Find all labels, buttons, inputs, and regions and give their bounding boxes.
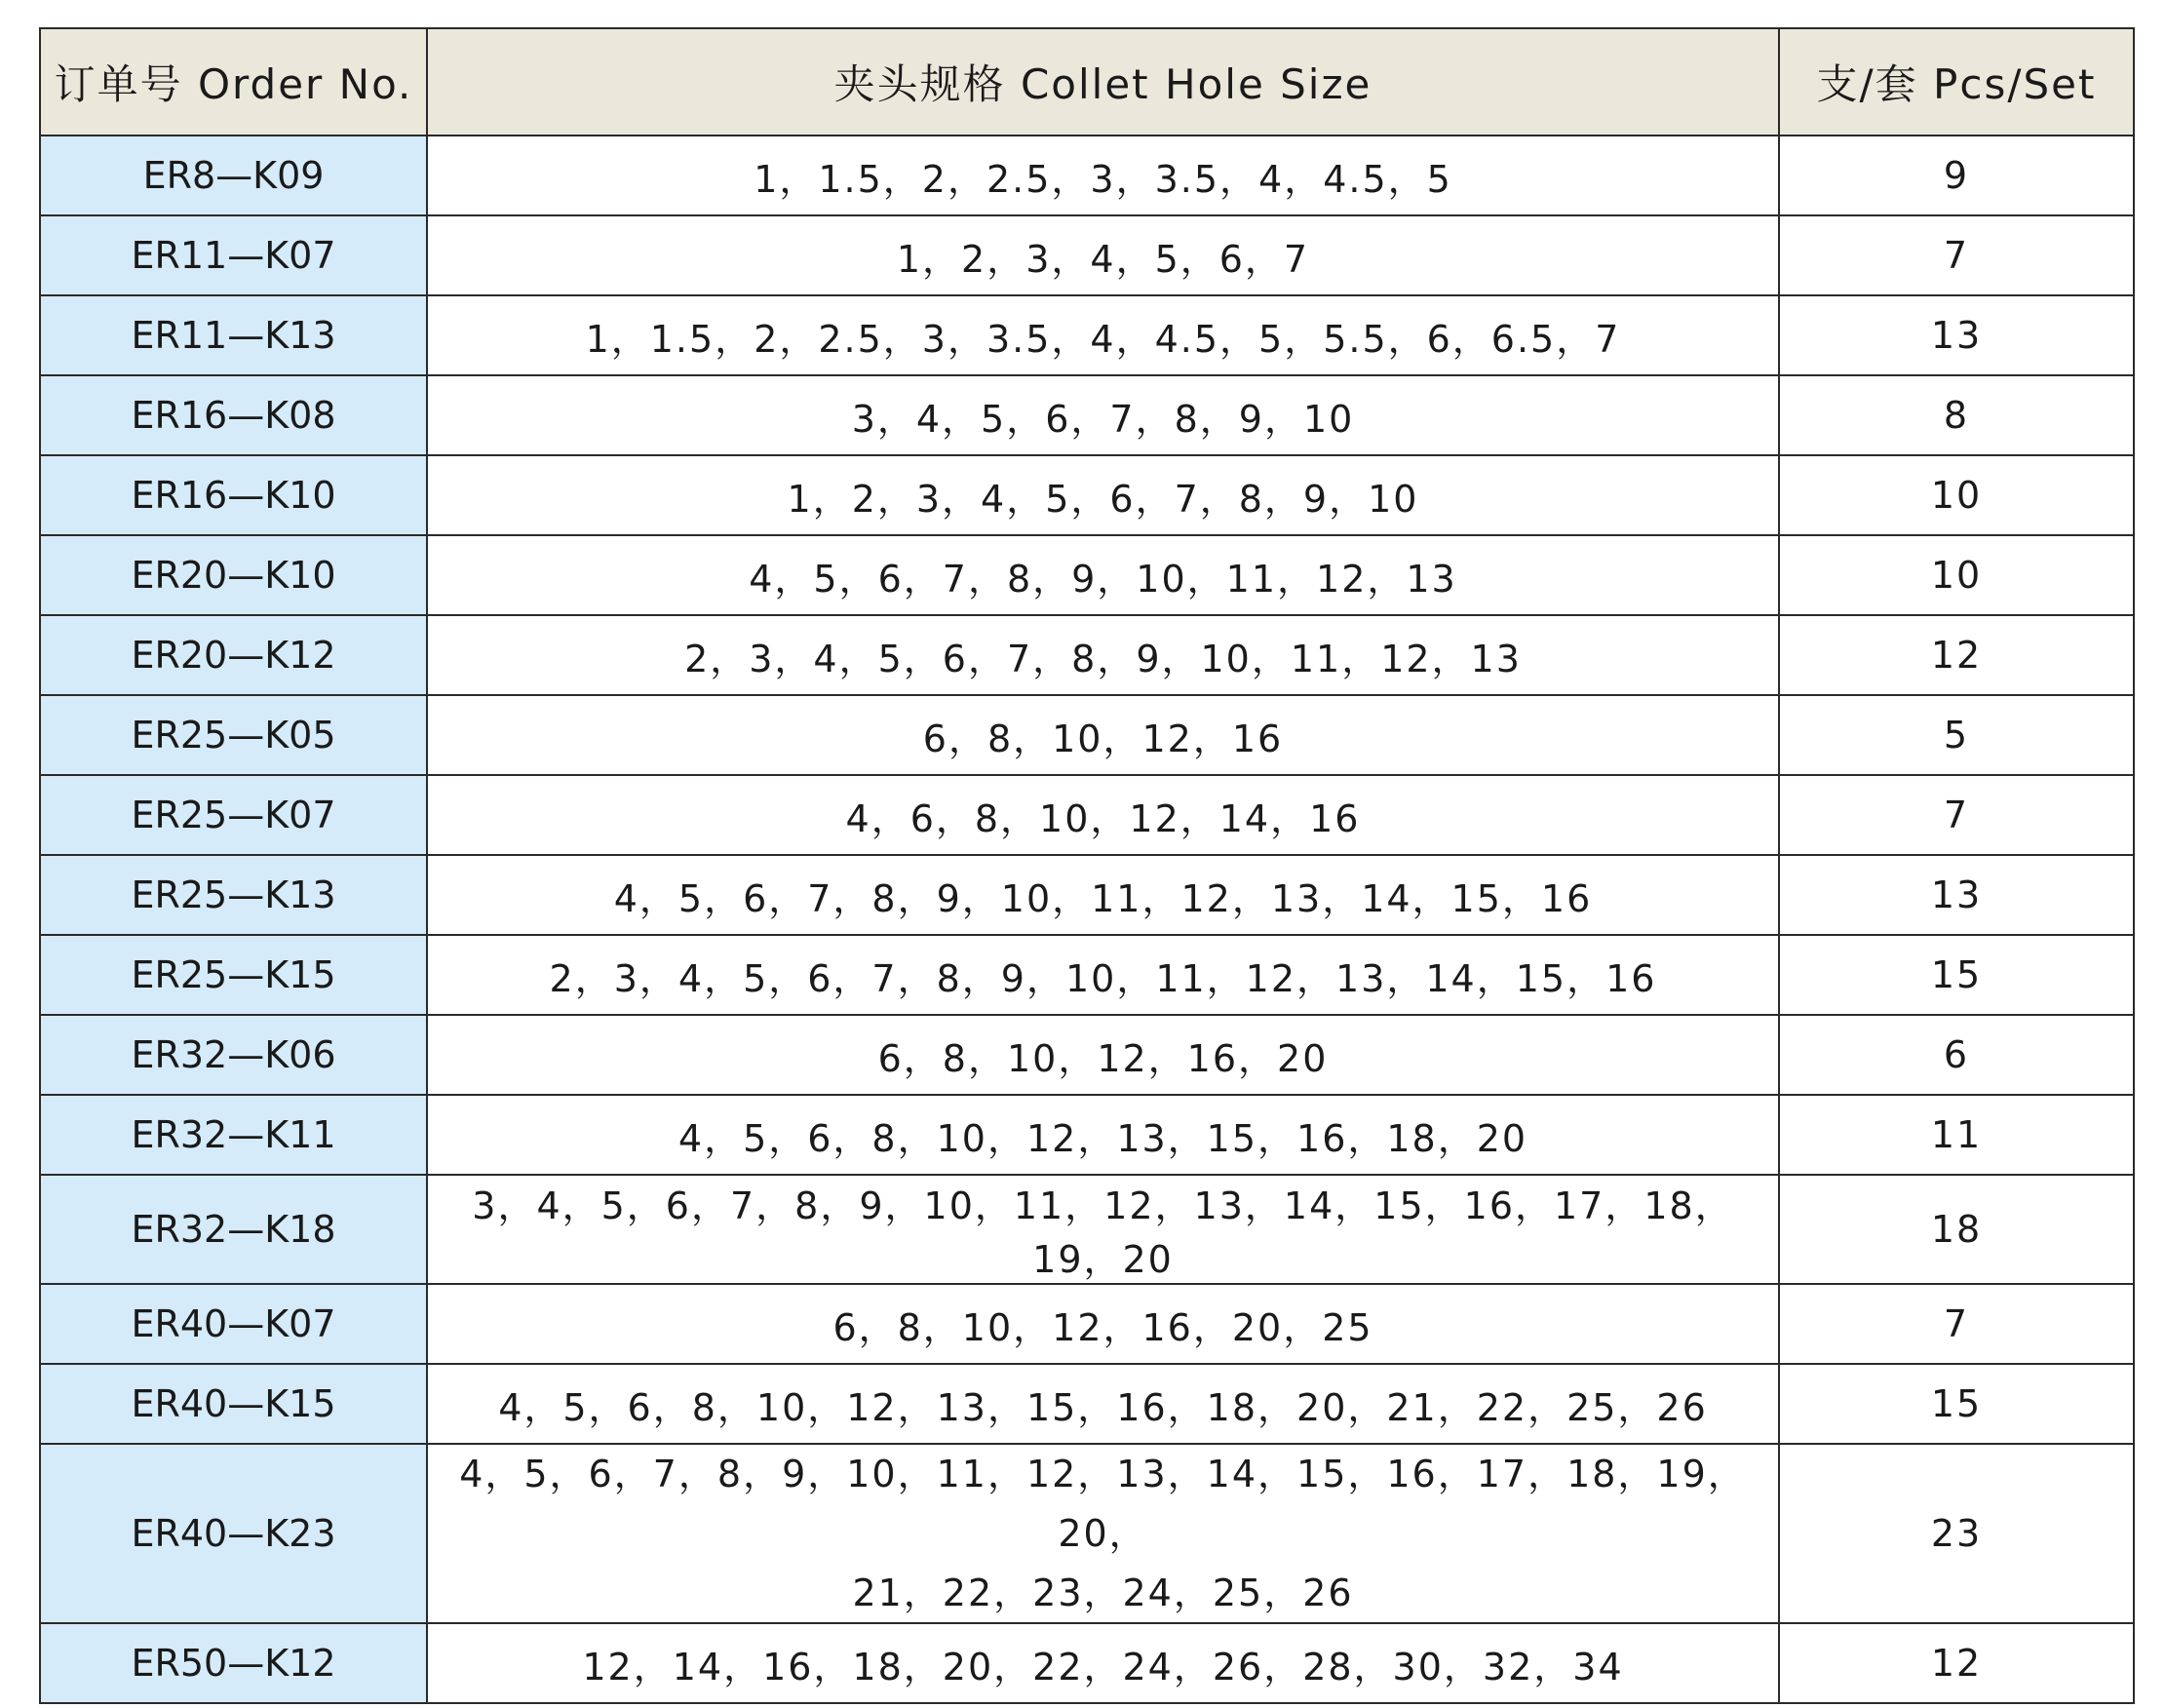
hole-size-cell: 1，1.5，2，2.5，3，3.5，4，4.5，5，5.5，6，6.5，7 [427,295,1779,375]
table-row [40,215,2134,295]
hole-size-cell: 6，8，10，12，16 [427,695,1779,775]
pcs-cell: 13 [1779,855,2134,935]
pcs-cell: 7 [1779,1284,2134,1364]
order-no-cell: ER40—K23 [40,1444,427,1623]
table-row [40,295,2134,375]
order-no-cell: ER16—K08 [40,375,427,455]
hole-size-cell: 4，5，6，7，8，9，10，11，12，13，14，15，16，17，18，19，20， 21，22，23，24，25，26 [427,1444,1779,1623]
order-no-cell: ER40—K15 [40,1364,427,1444]
table-row [40,695,2134,775]
hole-size-cell: 1，2，3，4，5，6，7，8，9，10 [427,455,1779,535]
order-no-cell: ER25—K07 [40,775,427,855]
order-no-cell: ER40—K07 [40,1284,427,1364]
table-row [40,1364,2134,1444]
order-no-cell: ER16—K10 [40,455,427,535]
hole-size-cell: 6，8，10，12，16，20 [427,1015,1779,1095]
pcs-cell: 10 [1779,455,2134,535]
pcs-cell: 5 [1779,695,2134,775]
hole-size-cell: 3，4，5，6，7，8，9，10 [427,375,1779,455]
collet-spec-table [39,27,2135,1704]
pcs-cell: 8 [1779,375,2134,455]
pcs-cell: 15 [1779,1364,2134,1444]
order-no-cell: ER8—K09 [40,136,427,215]
table-row [40,375,2134,455]
table-row [40,1095,2134,1175]
table-row [40,455,2134,535]
order-no-cell: ER32—K11 [40,1095,427,1175]
pcs-cell: 9 [1779,136,2134,215]
table-row [40,855,2134,935]
order-no-cell: ER25—K15 [40,935,427,1015]
order-no-cell: ER25—K05 [40,695,427,775]
pcs-cell: 12 [1779,615,2134,695]
order-no-cell: ER32—K18 [40,1175,427,1284]
header-row [40,28,2134,136]
pcs-cell: 6 [1779,1015,2134,1095]
hole-size-cell: 12，14，16，18，20，22，24，26，28，30，32，34 [427,1623,1779,1703]
table-row [40,1284,2134,1364]
table-row [40,1175,2134,1284]
order-no-cell: ER11—K07 [40,215,427,295]
hole-size-cell: 4，5，6，8，10，12，13，15，16，18，20，21，22，25，26 [427,1364,1779,1444]
order-no-cell: ER11—K13 [40,295,427,375]
pcs-cell: 23 [1779,1444,2134,1623]
table-row [40,775,2134,855]
order-no-cell: ER20—K10 [40,535,427,615]
table-row [40,615,2134,695]
table-row [40,1623,2134,1703]
pcs-cell: 15 [1779,935,2134,1015]
hole-size-cell: 4，5，6，8，10，12，13，15，16，18，20 [427,1095,1779,1175]
order-no-cell: ER32—K06 [40,1015,427,1095]
pcs-cell: 7 [1779,775,2134,855]
hole-size-cell: 6，8，10，12，16，20，25 [427,1284,1779,1364]
hole-size-cell: 1，1.5，2，2.5，3，3.5，4，4.5，5 [427,136,1779,215]
hole-size-cell: 3，4，5，6，7，8，9，10，11，12，13，14，15，16，17，18，19，20 [427,1175,1779,1284]
pcs-cell: 12 [1779,1623,2134,1703]
hole-size-cell: 2，3，4，5，6，7，8，9，10，11，12，13 [427,615,1779,695]
pcs-cell: 18 [1779,1175,2134,1284]
header-pcs-per-set: 支/套 Pcs/Set [1779,28,2134,136]
hole-size-cell: 2，3，4，5，6，7，8，9，10，11，12，13，14，15，16 [427,935,1779,1015]
order-no-cell: ER50—K12 [40,1623,427,1703]
hole-size-cell: 1，2，3，4，5，6，7 [427,215,1779,295]
header-order-no: 订单号 Order No. [40,28,427,136]
table-row [40,1444,2134,1623]
table-row [40,136,2134,215]
pcs-cell: 7 [1779,215,2134,295]
table-row [40,1015,2134,1095]
pcs-cell: 10 [1779,535,2134,615]
hole-size-cell: 4，5，6，7，8，9，10，11，12，13，14，15，16 [427,855,1779,935]
pcs-cell: 13 [1779,295,2134,375]
hole-size-cell: 4，5，6，7，8，9，10，11，12，13 [427,535,1779,615]
hole-size-cell: 4，6，8，10，12，14，16 [427,775,1779,855]
table-row [40,935,2134,1015]
header-collet-hole-size: 夹头规格 Collet Hole Size [427,28,1779,136]
order-no-cell: ER20—K12 [40,615,427,695]
order-no-cell: ER25—K13 [40,855,427,935]
table-row [40,535,2134,615]
pcs-cell: 11 [1779,1095,2134,1175]
